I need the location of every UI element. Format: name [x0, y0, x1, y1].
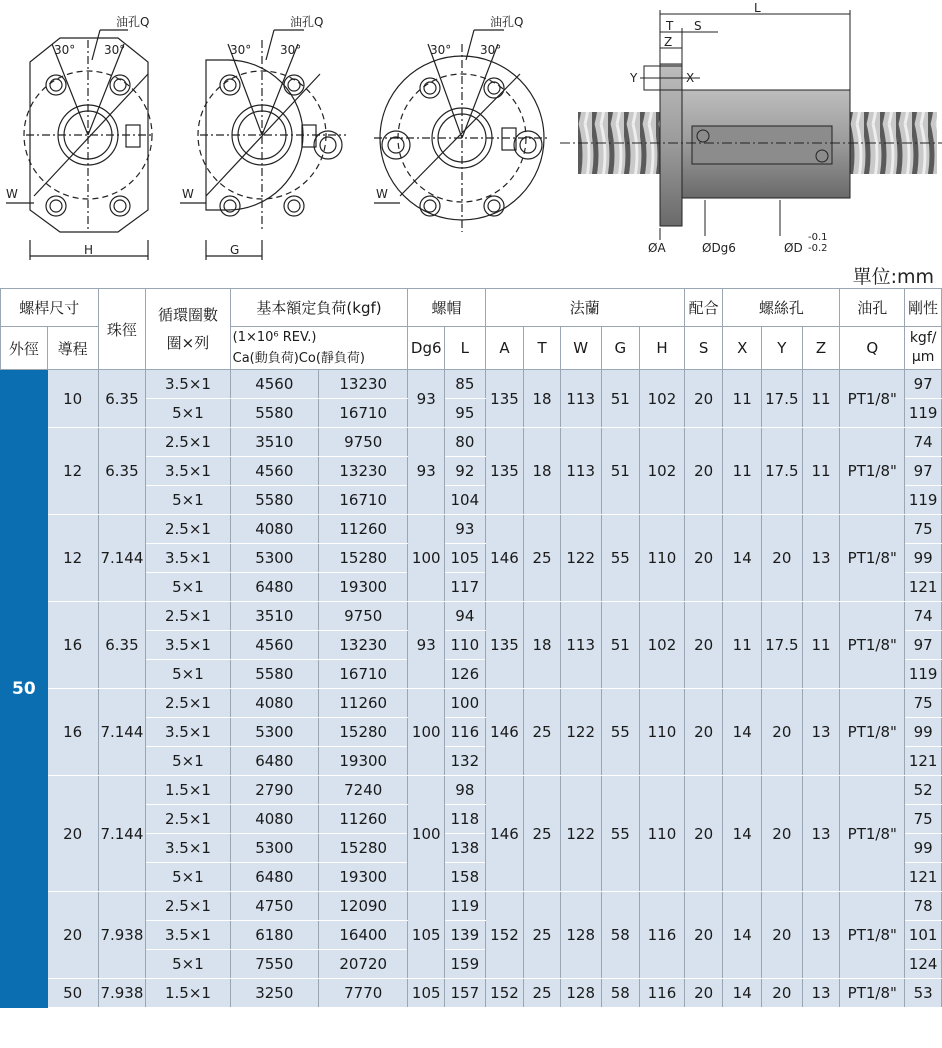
y-cell: 20 — [762, 892, 803, 979]
w-cell: 128 — [560, 892, 601, 979]
header-bolt: 螺絲孔 — [723, 289, 840, 327]
angle-label: 30° — [480, 43, 502, 57]
circuits-cell: 1.5×1 — [146, 776, 230, 805]
outer-diameter-cell: 50 — [1, 370, 48, 1008]
tolerance-lower: -0.2 — [808, 243, 828, 254]
t-cell: 25 — [524, 689, 561, 776]
y-cell: 20 — [762, 515, 803, 602]
co-cell: 15280 — [319, 834, 408, 863]
spec-table — [0, 288, 942, 1008]
l-cell: 126 — [445, 660, 486, 689]
co-cell: 15280 — [319, 544, 408, 573]
rigidity-cell: 75 — [905, 515, 942, 544]
w-cell: 122 — [560, 689, 601, 776]
circuits-cell: 3.5×1 — [146, 370, 230, 399]
g-cell: 51 — [601, 428, 640, 515]
header-circuits: 循環圈數 圈×列 — [146, 289, 230, 370]
co-cell: 9750 — [319, 602, 408, 631]
circuits-cell: 5×1 — [146, 950, 230, 979]
oil-hole-label-3: 油孔Q — [490, 15, 524, 29]
s-label: S — [694, 19, 702, 33]
y-cell: 20 — [762, 979, 803, 1008]
dg6-cell: 93 — [408, 602, 445, 689]
rigidity-cell: 101 — [905, 921, 942, 950]
table-row — [1, 370, 942, 399]
g-cell: 55 — [601, 515, 640, 602]
z-cell: 11 — [802, 428, 840, 515]
ca-cell: 3510 — [230, 602, 318, 631]
l-cell: 94 — [445, 602, 486, 631]
y-cell: 17.5 — [762, 370, 803, 428]
header-rigidity: 剛性 — [905, 289, 942, 327]
oil-hole-label-1: 油孔Q — [116, 15, 150, 29]
l-cell: 85 — [445, 370, 486, 399]
w-label: W — [6, 187, 18, 201]
g-label: G — [230, 243, 240, 257]
rigidity-cell: 75 — [905, 689, 942, 718]
header-t: T — [524, 327, 561, 370]
ca-cell: 7550 — [230, 950, 318, 979]
rigidity-cell: 124 — [905, 950, 942, 979]
a-cell: 135 — [485, 428, 524, 515]
header-fit: 配合 — [684, 289, 723, 327]
x-cell: 14 — [723, 979, 762, 1008]
rigidity-cell: 53 — [905, 979, 942, 1008]
co-cell: 11260 — [319, 805, 408, 834]
lead-cell: 12 — [47, 428, 98, 515]
z-label: Z — [664, 35, 673, 49]
rigidity-cell: 97 — [905, 631, 942, 660]
rigidity-cell: 99 — [905, 544, 942, 573]
rigidity-cell: 74 — [905, 428, 942, 457]
circuits-cell: 2.5×1 — [146, 892, 230, 921]
circuits-cell: 2.5×1 — [146, 805, 230, 834]
co-cell: 9750 — [319, 428, 408, 457]
lead-cell: 12 — [47, 515, 98, 602]
rigidity-cell: 97 — [905, 370, 942, 399]
phi-a-label: ØA — [648, 241, 666, 255]
header-q: Q — [840, 327, 905, 370]
dg6-cell: 100 — [408, 776, 445, 892]
l-cell: 117 — [445, 573, 486, 602]
dg6-cell: 100 — [408, 515, 445, 602]
circuits-cell: 5×1 — [146, 573, 230, 602]
a-cell: 146 — [485, 776, 524, 892]
w-label: W — [182, 187, 194, 201]
angle-label: 30° — [104, 43, 126, 57]
ca-cell: 3250 — [230, 979, 318, 1008]
circuits-cell: 1.5×1 — [146, 979, 230, 1008]
table-row — [1, 602, 942, 631]
lead-cell: 16 — [47, 602, 98, 689]
table-row — [1, 515, 942, 544]
s-cell: 20 — [684, 428, 723, 515]
q-cell: PT1/8" — [840, 428, 905, 515]
t-label: T — [666, 19, 674, 33]
h-cell: 116 — [640, 979, 685, 1008]
w-cell: 122 — [560, 515, 601, 602]
co-cell: 15280 — [319, 718, 408, 747]
y-label: Y — [630, 71, 638, 85]
header-oil: 油孔 — [840, 289, 905, 327]
x-label: X — [686, 71, 695, 85]
q-cell: PT1/8" — [840, 776, 905, 892]
ca-cell: 4080 — [230, 515, 318, 544]
l-cell: 104 — [445, 486, 486, 515]
rigidity-cell: 121 — [905, 747, 942, 776]
l-cell: 118 — [445, 805, 486, 834]
rigidity-cell: 52 — [905, 776, 942, 805]
circuits-cell: 3.5×1 — [146, 544, 230, 573]
ca-cell: 5580 — [230, 486, 318, 515]
dg6-cell: 93 — [408, 370, 445, 428]
s-cell: 20 — [684, 776, 723, 892]
co-cell: 7240 — [319, 776, 408, 805]
l-cell: 158 — [445, 863, 486, 892]
co-cell: 19300 — [319, 863, 408, 892]
l-cell: 119 — [445, 892, 486, 921]
ball-cell: 6.35 — [98, 428, 146, 515]
z-cell: 13 — [802, 515, 840, 602]
l-cell: 157 — [445, 979, 486, 1008]
header-dg6: Dg6 — [408, 327, 445, 370]
ball-cell: 6.35 — [98, 370, 146, 428]
w-cell: 113 — [560, 370, 601, 428]
rigidity-cell: 121 — [905, 573, 942, 602]
g-cell: 51 — [601, 602, 640, 689]
header-y: Y — [762, 327, 803, 370]
t-cell: 25 — [524, 979, 561, 1008]
x-cell: 14 — [723, 892, 762, 979]
ca-cell: 6480 — [230, 863, 318, 892]
w-cell: 122 — [560, 776, 601, 892]
l-cell: 98 — [445, 776, 486, 805]
g-cell: 51 — [601, 370, 640, 428]
l-cell: 116 — [445, 718, 486, 747]
x-cell: 11 — [723, 602, 762, 689]
l-cell: 100 — [445, 689, 486, 718]
dg6-cell: 100 — [408, 689, 445, 776]
rigidity-cell: 99 — [905, 834, 942, 863]
header-screw: 螺桿尺寸 — [1, 289, 99, 327]
z-cell: 13 — [802, 979, 840, 1008]
z-cell: 11 — [802, 370, 840, 428]
ca-cell: 4560 — [230, 631, 318, 660]
circuits-cell: 5×1 — [146, 486, 230, 515]
g-cell: 58 — [601, 979, 640, 1008]
circuits-cell: 2.5×1 — [146, 602, 230, 631]
z-cell: 11 — [802, 602, 840, 689]
header-a: A — [485, 327, 524, 370]
l-label: L — [754, 1, 761, 15]
circuits-cell: 2.5×1 — [146, 428, 230, 457]
header-nut: 螺帽 — [408, 289, 485, 327]
s-cell: 20 — [684, 979, 723, 1008]
rigidity-cell: 121 — [905, 863, 942, 892]
rigidity-cell: 97 — [905, 457, 942, 486]
co-cell: 11260 — [319, 515, 408, 544]
dg6-cell: 93 — [408, 428, 445, 515]
header-rig-unit: kgf/ μm — [905, 327, 942, 370]
ca-cell: 5580 — [230, 399, 318, 428]
a-cell: 146 — [485, 689, 524, 776]
circuits-cell: 5×1 — [146, 863, 230, 892]
h-cell: 116 — [640, 892, 685, 979]
rigidity-cell: 119 — [905, 486, 942, 515]
ca-cell: 6480 — [230, 573, 318, 602]
header-od: 外徑 — [1, 327, 48, 370]
s-cell: 20 — [684, 689, 723, 776]
phi-dg6-label: ØDg6 — [702, 241, 736, 255]
dg6-cell: 105 — [408, 979, 445, 1008]
circuits-cell: 5×1 — [146, 660, 230, 689]
q-cell: PT1/8" — [840, 979, 905, 1008]
header-h: H — [640, 327, 685, 370]
table-row — [1, 892, 942, 921]
ball-cell: 7.144 — [98, 776, 146, 892]
ball-cell: 6.35 — [98, 602, 146, 689]
flange-view-g — [180, 30, 346, 260]
circuits-cell: 3.5×1 — [146, 834, 230, 863]
y-cell: 17.5 — [762, 602, 803, 689]
rigidity-cell: 119 — [905, 660, 942, 689]
h-cell: 102 — [640, 602, 685, 689]
l-cell: 110 — [445, 631, 486, 660]
table-row — [1, 689, 942, 718]
rigidity-cell: 75 — [905, 805, 942, 834]
circuits-cell: 3.5×1 — [146, 631, 230, 660]
ca-cell: 5300 — [230, 718, 318, 747]
g-cell: 55 — [601, 689, 640, 776]
z-cell: 13 — [802, 689, 840, 776]
header-s: S — [684, 327, 723, 370]
l-cell: 80 — [445, 428, 486, 457]
x-cell: 14 — [723, 776, 762, 892]
header-lead: 導程 — [47, 327, 98, 370]
l-cell: 105 — [445, 544, 486, 573]
ca-cell: 4750 — [230, 892, 318, 921]
angle-label: 30° — [280, 43, 302, 57]
circuits-cell: 5×1 — [146, 399, 230, 428]
q-cell: PT1/8" — [840, 689, 905, 776]
rigidity-cell: 99 — [905, 718, 942, 747]
ca-cell: 5300 — [230, 834, 318, 863]
ball-cell: 7.144 — [98, 515, 146, 602]
t-cell: 18 — [524, 428, 561, 515]
co-cell: 13230 — [319, 370, 408, 399]
circuits-cell: 2.5×1 — [146, 515, 230, 544]
lead-cell: 16 — [47, 689, 98, 776]
co-cell: 13230 — [319, 457, 408, 486]
l-cell: 132 — [445, 747, 486, 776]
l-cell: 139 — [445, 921, 486, 950]
lead-cell: 20 — [47, 892, 98, 979]
t-cell: 25 — [524, 515, 561, 602]
circuits-cell: 3.5×1 — [146, 457, 230, 486]
w-cell: 113 — [560, 428, 601, 515]
y-cell: 17.5 — [762, 428, 803, 515]
header-z: Z — [802, 327, 840, 370]
co-cell: 19300 — [319, 573, 408, 602]
header-ball: 珠徑 — [98, 289, 146, 370]
ca-cell: 2790 — [230, 776, 318, 805]
rigidity-cell: 74 — [905, 602, 942, 631]
ca-cell: 3510 — [230, 428, 318, 457]
header-l: L — [445, 327, 486, 370]
h-cell: 110 — [640, 776, 685, 892]
q-cell: PT1/8" — [840, 602, 905, 689]
g-cell: 55 — [601, 776, 640, 892]
a-cell: 135 — [485, 602, 524, 689]
a-cell: 135 — [485, 370, 524, 428]
h-label: H — [84, 243, 94, 257]
co-cell: 19300 — [319, 747, 408, 776]
ball-cell: 7.938 — [98, 979, 146, 1008]
h-cell: 102 — [640, 370, 685, 428]
oil-hole-label-2: 油孔Q — [290, 15, 324, 29]
y-cell: 20 — [762, 776, 803, 892]
s-cell: 20 — [684, 602, 723, 689]
table-row — [1, 979, 942, 1008]
header-w: W — [560, 327, 601, 370]
co-cell: 16710 — [319, 399, 408, 428]
w-cell: 128 — [560, 979, 601, 1008]
angle-label: 30° — [430, 43, 452, 57]
q-cell: PT1/8" — [840, 892, 905, 979]
x-cell: 11 — [723, 370, 762, 428]
a-cell: 152 — [485, 979, 524, 1008]
co-cell: 16710 — [319, 660, 408, 689]
l-cell: 95 — [445, 399, 486, 428]
header-load-sub: (1×10⁶ REV.) Ca(動負荷)Co(靜負荷) — [230, 327, 408, 370]
l-cell: 93 — [445, 515, 486, 544]
t-cell: 25 — [524, 892, 561, 979]
ca-cell: 4080 — [230, 689, 318, 718]
w-cell: 113 — [560, 602, 601, 689]
h-cell: 110 — [640, 689, 685, 776]
table-row — [1, 776, 942, 805]
y-cell: 20 — [762, 689, 803, 776]
header-row-1 — [1, 289, 942, 327]
tolerance-upper: -0.1 — [808, 232, 828, 243]
ca-cell: 4080 — [230, 805, 318, 834]
ca-cell: 4560 — [230, 457, 318, 486]
t-cell: 18 — [524, 602, 561, 689]
s-cell: 20 — [684, 370, 723, 428]
circuits-cell: 3.5×1 — [146, 718, 230, 747]
ca-cell: 4560 — [230, 370, 318, 399]
t-cell: 18 — [524, 370, 561, 428]
ca-cell: 6480 — [230, 747, 318, 776]
phi-d-label: ØD — [784, 241, 803, 255]
ball-cell: 7.938 — [98, 892, 146, 979]
technical-drawings — [0, 0, 942, 262]
dg6-cell: 105 — [408, 892, 445, 979]
angle-label: 30° — [230, 43, 252, 57]
co-cell: 12090 — [319, 892, 408, 921]
unit-label: 單位:mm — [852, 266, 934, 288]
h-cell: 102 — [640, 428, 685, 515]
z-cell: 13 — [802, 776, 840, 892]
co-cell: 16710 — [319, 486, 408, 515]
w-label: W — [376, 187, 388, 201]
s-cell: 20 — [684, 892, 723, 979]
q-cell: PT1/8" — [840, 515, 905, 602]
header-g: G — [601, 327, 640, 370]
header-x: X — [723, 327, 762, 370]
l-cell: 138 — [445, 834, 486, 863]
x-cell: 14 — [723, 689, 762, 776]
co-cell: 13230 — [319, 631, 408, 660]
z-cell: 13 — [802, 892, 840, 979]
ca-cell: 6180 — [230, 921, 318, 950]
circuits-cell: 3.5×1 — [146, 921, 230, 950]
side-view — [560, 10, 942, 240]
l-cell: 92 — [445, 457, 486, 486]
co-cell: 16400 — [319, 921, 408, 950]
ball-cell: 7.144 — [98, 689, 146, 776]
flange-view-round — [374, 30, 550, 232]
x-cell: 14 — [723, 515, 762, 602]
lead-cell: 20 — [47, 776, 98, 892]
lead-cell: 10 — [47, 370, 98, 428]
co-cell: 11260 — [319, 689, 408, 718]
rigidity-cell: 78 — [905, 892, 942, 921]
g-cell: 58 — [601, 892, 640, 979]
h-cell: 110 — [640, 515, 685, 602]
header-load: 基本額定負荷(kgf) — [230, 289, 408, 327]
table-row — [1, 428, 942, 457]
circuits-cell: 5×1 — [146, 747, 230, 776]
t-cell: 25 — [524, 776, 561, 892]
lead-cell: 50 — [47, 979, 98, 1008]
a-cell: 146 — [485, 515, 524, 602]
circuits-cell: 2.5×1 — [146, 689, 230, 718]
co-cell: 7770 — [319, 979, 408, 1008]
co-cell: 20720 — [319, 950, 408, 979]
a-cell: 152 — [485, 892, 524, 979]
q-cell: PT1/8" — [840, 370, 905, 428]
flange-view-h — [6, 30, 152, 260]
rigidity-cell: 119 — [905, 399, 942, 428]
s-cell: 20 — [684, 515, 723, 602]
ca-cell: 5300 — [230, 544, 318, 573]
angle-label: 30° — [54, 43, 76, 57]
header-flange: 法蘭 — [485, 289, 684, 327]
l-cell: 159 — [445, 950, 486, 979]
spec-table-body — [1, 370, 942, 1008]
ca-cell: 5580 — [230, 660, 318, 689]
x-cell: 11 — [723, 428, 762, 515]
